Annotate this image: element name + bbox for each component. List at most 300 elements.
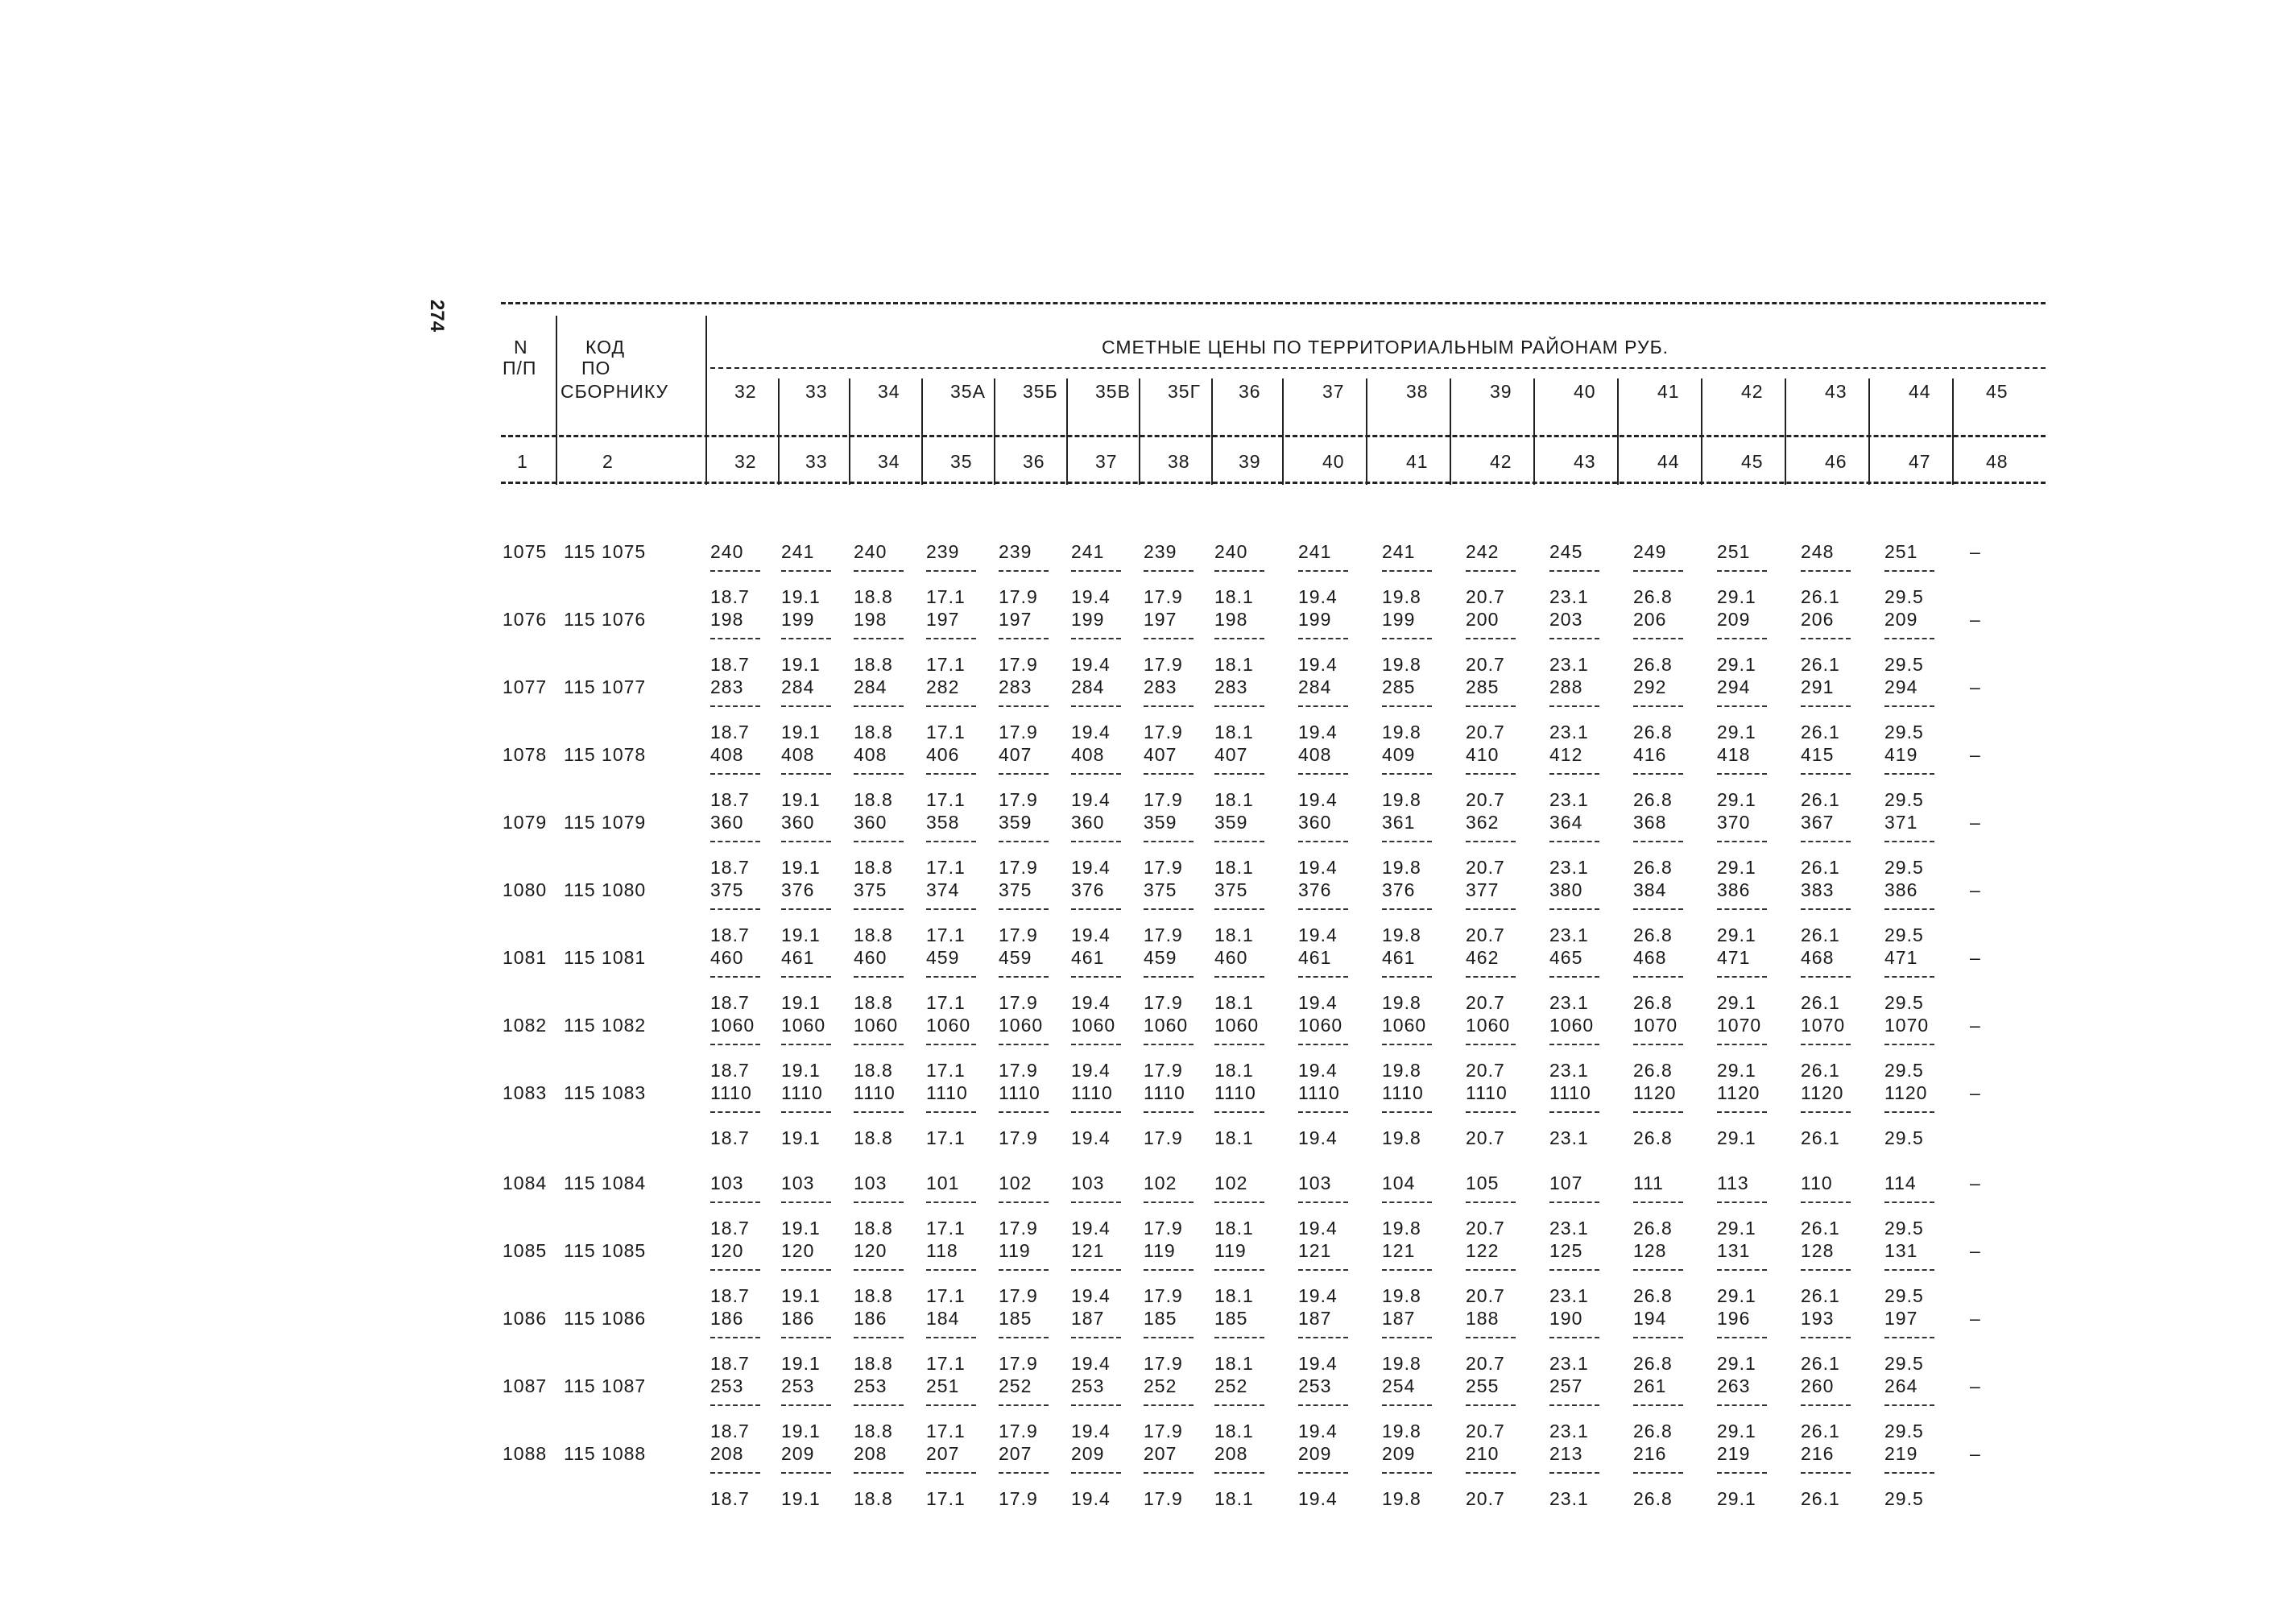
fraction-line	[710, 1337, 760, 1338]
fraction-line	[1071, 1269, 1121, 1271]
district-header-0: 32	[734, 381, 757, 402]
coefficient-cell: 19.4	[1298, 586, 1338, 607]
price-cell: 199	[781, 609, 815, 630]
coefficient-cell: 17.1	[926, 722, 966, 742]
fraction-line	[1144, 1201, 1194, 1203]
fraction-line	[710, 1201, 760, 1203]
price-cell: 460	[854, 947, 887, 968]
row-code: 115 1076	[564, 609, 647, 630]
coefficient-cell: 20.7	[1466, 992, 1505, 1013]
coefficient-cell: 19.4	[1071, 992, 1111, 1013]
coefficient-cell: 29.1	[1717, 1127, 1756, 1148]
coefficient-cell: 19.1	[781, 1421, 821, 1441]
coefficient-cell: 29.1	[1717, 1060, 1756, 1081]
fraction-line	[1214, 1404, 1264, 1406]
price-cell: 207	[1144, 1443, 1177, 1464]
coefficient-cell: 23.1	[1549, 1421, 1589, 1441]
coefficient-cell: 17.9	[999, 992, 1038, 1013]
fraction-line	[926, 773, 976, 775]
coefficient-cell: 23.1	[1549, 586, 1589, 607]
coefficient-cell: 17.1	[926, 1060, 966, 1081]
fraction-line	[1144, 705, 1194, 707]
fraction-line	[854, 841, 904, 842]
price-cell: 1060	[926, 1015, 971, 1036]
fraction-line	[1214, 570, 1264, 572]
price-cell: 283	[710, 676, 744, 697]
price-cell: 241	[1071, 541, 1105, 562]
coefficient-cell: 18.1	[1214, 789, 1254, 810]
fraction-line	[1801, 1404, 1851, 1406]
price-cell: 197	[1884, 1308, 1918, 1329]
fraction-line	[1549, 773, 1599, 775]
coefficient-cell: 19.4	[1071, 722, 1111, 742]
colnum-34: 34	[878, 451, 900, 472]
price-cell: 187	[1382, 1308, 1416, 1329]
row-number: 1083	[503, 1082, 548, 1103]
fraction-line	[1466, 705, 1516, 707]
row-code: 115 1075	[564, 541, 647, 562]
coefficient-cell: 19.4	[1298, 789, 1338, 810]
col-n-header-2: П/П	[503, 358, 537, 378]
price-cell: 254	[1382, 1375, 1416, 1396]
table-title: СМЕТНЫЕ ЦЕНЫ ПО ТЕРРИТОРИАЛЬНЫМ РАЙОНАМ РУБ.	[1102, 337, 1669, 358]
coefficient-cell: 18.7	[710, 1127, 750, 1148]
fraction-line	[1801, 638, 1851, 639]
column-48-cell: –	[1970, 676, 1981, 697]
price-cell: 294	[1884, 676, 1918, 697]
fraction-line	[999, 1472, 1049, 1474]
row-number: 1075	[503, 541, 548, 562]
coefficient-cell: 19.8	[1382, 1488, 1421, 1509]
fraction-line	[1214, 1472, 1264, 1474]
price-cell: 103	[1071, 1173, 1105, 1193]
coefficient-cell: 20.7	[1466, 1353, 1505, 1374]
fraction-line	[1801, 1472, 1851, 1474]
fraction-line	[1549, 1111, 1599, 1113]
district-rule	[710, 367, 2046, 369]
coefficient-cell: 19.4	[1071, 1353, 1111, 1374]
price-cell: 1060	[1144, 1015, 1189, 1036]
fraction-line	[1214, 841, 1264, 842]
coefficient-cell: 29.5	[1884, 586, 1924, 607]
column-48-cell: –	[1970, 1173, 1981, 1193]
fraction-line	[1633, 1337, 1683, 1338]
fraction-line	[1801, 1201, 1851, 1203]
coefficient-cell: 17.9	[1144, 1127, 1183, 1148]
fraction-line	[1884, 1111, 1934, 1113]
coefficient-cell: 18.8	[854, 1285, 893, 1306]
price-cell: 460	[710, 947, 744, 968]
price-cell: 216	[1801, 1443, 1835, 1464]
coefficient-cell: 18.1	[1214, 654, 1254, 675]
price-cell: 359	[1144, 812, 1177, 833]
price-cell: 208	[1214, 1443, 1248, 1464]
coefficient-cell: 18.7	[710, 1060, 750, 1081]
coefficient-cell: 17.1	[926, 1218, 966, 1239]
price-cell: 103	[710, 1173, 744, 1193]
price-cell: 285	[1466, 676, 1500, 697]
fraction-line	[1144, 1044, 1194, 1045]
fraction-line	[1144, 976, 1194, 978]
fraction-line	[1298, 841, 1348, 842]
fraction-line	[1071, 638, 1121, 639]
district-divider	[1450, 378, 1451, 485]
price-cell: 113	[1717, 1173, 1749, 1193]
coefficient-cell: 26.1	[1801, 722, 1840, 742]
price-cell: 252	[1214, 1375, 1248, 1396]
fraction-line	[854, 705, 904, 707]
fraction-line	[1144, 570, 1194, 572]
price-cell: 1110	[1466, 1082, 1508, 1103]
price-cell: 216	[1633, 1443, 1667, 1464]
fraction-line	[1071, 908, 1121, 910]
coefficient-cell: 20.7	[1466, 1421, 1505, 1441]
coefficient-cell: 17.1	[926, 1285, 966, 1306]
coefficient-cell: 20.7	[1466, 654, 1505, 675]
price-cell: 408	[710, 744, 744, 765]
coefficient-cell: 19.1	[781, 992, 821, 1013]
fraction-line	[926, 1269, 976, 1271]
fraction-line	[926, 1111, 976, 1113]
col-divider-1	[556, 316, 557, 485]
fraction-line	[1801, 908, 1851, 910]
coefficient-cell: 19.1	[781, 789, 821, 810]
fraction-line	[1071, 570, 1121, 572]
fraction-line	[926, 1472, 976, 1474]
price-cell: 241	[781, 541, 815, 562]
price-cell: 468	[1801, 947, 1835, 968]
price-cell: 260	[1801, 1375, 1835, 1396]
coefficient-cell: 17.9	[999, 924, 1038, 945]
district-divider	[1533, 378, 1535, 485]
coefficient-cell: 17.9	[1144, 586, 1183, 607]
fraction-line	[781, 1111, 831, 1113]
price-cell: 362	[1466, 812, 1500, 833]
coefficient-cell: 18.8	[854, 857, 893, 878]
colnum-32: 32	[734, 451, 757, 472]
coefficient-cell: 19.4	[1071, 1127, 1111, 1148]
fraction-line	[926, 1337, 976, 1338]
price-cell: 284	[854, 676, 887, 697]
coefficient-cell: 18.1	[1214, 1127, 1254, 1148]
fraction-line	[1298, 705, 1348, 707]
fraction-line	[1549, 1044, 1599, 1045]
fraction-line	[710, 773, 760, 775]
coefficient-cell: 19.4	[1071, 789, 1111, 810]
fraction-line	[1071, 1044, 1121, 1045]
price-cell: 207	[999, 1443, 1032, 1464]
price-cell: 186	[781, 1308, 815, 1329]
price-cell: 461	[1071, 947, 1105, 968]
fraction-line	[1382, 841, 1432, 842]
price-cell: 257	[1549, 1375, 1583, 1396]
column-48-cell: –	[1970, 1375, 1981, 1396]
price-cell: 121	[1298, 1240, 1332, 1261]
price-cell: 101	[926, 1173, 960, 1193]
coefficient-cell: 19.8	[1382, 1285, 1421, 1306]
price-cell: 197	[999, 609, 1032, 630]
fraction-line	[1298, 1404, 1348, 1406]
price-cell: 1070	[1801, 1015, 1846, 1036]
fraction-line	[710, 638, 760, 639]
district-divider	[1366, 378, 1367, 485]
col-code-header-2: ПО	[581, 358, 611, 378]
coefficient-cell: 19.8	[1382, 924, 1421, 945]
colnum-35: 35	[950, 451, 973, 472]
coefficient-cell: 19.1	[781, 586, 821, 607]
fraction-line	[781, 1337, 831, 1338]
coefficient-cell: 17.9	[1144, 1218, 1183, 1239]
fraction-line	[1144, 841, 1194, 842]
coefficient-cell: 17.1	[926, 586, 966, 607]
fraction-line	[1382, 1337, 1432, 1338]
coefficient-cell: 19.1	[781, 722, 821, 742]
district-header-9: 38	[1406, 381, 1429, 402]
fraction-line	[1071, 1337, 1121, 1338]
fraction-line	[1717, 1337, 1767, 1338]
fraction-line	[926, 976, 976, 978]
price-cell: 459	[1144, 947, 1177, 968]
colnum-46: 46	[1825, 451, 1847, 472]
fraction-line	[1549, 1337, 1599, 1338]
coefficient-cell: 29.5	[1884, 722, 1924, 742]
coefficient-cell: 19.1	[781, 924, 821, 945]
fraction-line	[1214, 773, 1264, 775]
price-cell: 1060	[1382, 1015, 1427, 1036]
fraction-line	[1717, 1201, 1767, 1203]
price-cell: 197	[926, 609, 960, 630]
coefficient-cell: 29.5	[1884, 654, 1924, 675]
price-cell: 120	[781, 1240, 815, 1261]
coefficient-cell: 18.1	[1214, 992, 1254, 1013]
price-cell: 1060	[854, 1015, 899, 1036]
fraction-line	[1549, 705, 1599, 707]
coefficient-cell: 18.7	[710, 722, 750, 742]
price-cell: 193	[1801, 1308, 1835, 1329]
price-cell: 187	[1071, 1308, 1105, 1329]
fraction-line	[1466, 773, 1516, 775]
coefficient-cell: 26.1	[1801, 992, 1840, 1013]
fraction-line	[1144, 1269, 1194, 1271]
coefficient-cell: 26.8	[1633, 789, 1673, 810]
fraction-line	[1549, 976, 1599, 978]
coefficient-cell: 17.9	[999, 1060, 1038, 1081]
fraction-line	[1549, 638, 1599, 639]
fraction-line	[1633, 1044, 1683, 1045]
price-cell: 102	[999, 1173, 1032, 1193]
coefficient-cell: 20.7	[1466, 1218, 1505, 1239]
coefficient-cell: 18.8	[854, 1353, 893, 1374]
price-cell: 386	[1717, 879, 1751, 900]
coefficient-cell: 29.1	[1717, 924, 1756, 945]
coefficient-cell: 19.8	[1382, 1218, 1421, 1239]
fraction-line	[926, 1201, 976, 1203]
price-cell: 253	[1298, 1375, 1332, 1396]
price-cell: 209	[1884, 609, 1918, 630]
fraction-line	[926, 1404, 976, 1406]
price-cell: 1060	[710, 1015, 755, 1036]
coefficient-cell: 29.5	[1884, 1421, 1924, 1441]
coefficient-cell: 17.1	[926, 789, 966, 810]
fraction-line	[1071, 1404, 1121, 1406]
coefficient-cell: 18.1	[1214, 924, 1254, 945]
coefficient-cell: 23.1	[1549, 992, 1589, 1013]
district-header-15: 44	[1909, 381, 1931, 402]
coefficient-cell: 19.4	[1071, 586, 1111, 607]
coefficient-cell: 19.8	[1382, 586, 1421, 607]
price-cell: 185	[999, 1308, 1032, 1329]
coefficient-cell: 17.1	[926, 924, 966, 945]
fraction-line	[1382, 638, 1432, 639]
price-cell: 291	[1801, 676, 1835, 697]
price-cell: 360	[710, 812, 744, 833]
coefficient-cell: 26.8	[1633, 1488, 1673, 1509]
coefficient-cell: 29.5	[1884, 924, 1924, 945]
price-cell: 1060	[781, 1015, 826, 1036]
district-header-12: 41	[1657, 381, 1680, 402]
fraction-line	[1717, 1044, 1767, 1045]
price-cell: 198	[1214, 609, 1248, 630]
fraction-line	[1071, 1201, 1121, 1203]
price-cell: 370	[1717, 812, 1751, 833]
district-divider	[1211, 378, 1213, 485]
price-cell: 131	[1884, 1240, 1918, 1261]
row-code: 115 1078	[564, 744, 647, 765]
colnum-45: 45	[1741, 451, 1764, 472]
price-cell: 375	[1144, 879, 1177, 900]
row-number: 1086	[503, 1308, 548, 1329]
coefficient-cell: 19.4	[1298, 1060, 1338, 1081]
coefficient-cell: 18.8	[854, 1218, 893, 1239]
fraction-line	[1717, 705, 1767, 707]
coefficient-cell: 26.1	[1801, 1127, 1840, 1148]
price-cell: 361	[1382, 812, 1416, 833]
fraction-line	[1382, 1404, 1432, 1406]
fraction-line	[1071, 705, 1121, 707]
price-cell: 460	[1214, 947, 1248, 968]
coefficient-cell: 18.1	[1214, 1060, 1254, 1081]
col-n-header: N	[514, 337, 528, 358]
fraction-line	[854, 1044, 904, 1045]
row-number: 1078	[503, 744, 548, 765]
fraction-line	[781, 1404, 831, 1406]
coefficient-cell: 23.1	[1549, 1127, 1589, 1148]
fraction-line	[1549, 1269, 1599, 1271]
fraction-line	[1144, 908, 1194, 910]
price-cell: 253	[781, 1375, 815, 1396]
coefficient-cell: 19.4	[1298, 857, 1338, 878]
fraction-line	[1214, 705, 1264, 707]
coefficient-cell: 19.4	[1298, 992, 1338, 1013]
fraction-line	[999, 976, 1049, 978]
coefficient-cell: 19.4	[1298, 1127, 1338, 1148]
price-cell: 465	[1549, 947, 1583, 968]
fraction-line	[999, 638, 1049, 639]
price-cell: 1110	[999, 1082, 1040, 1103]
row-number: 1087	[503, 1375, 548, 1396]
price-cell: 240	[710, 541, 744, 562]
price-cell: 377	[1466, 879, 1500, 900]
price-cell: 410	[1466, 744, 1500, 765]
fraction-line	[1717, 1472, 1767, 1474]
price-cell: 245	[1549, 541, 1583, 562]
fraction-line	[999, 908, 1049, 910]
coefficient-cell: 19.8	[1382, 1353, 1421, 1374]
coefficient-cell: 26.1	[1801, 654, 1840, 675]
price-cell: 1060	[1071, 1015, 1116, 1036]
price-cell: 380	[1549, 879, 1583, 900]
fraction-line	[781, 908, 831, 910]
coefficient-cell: 19.4	[1298, 654, 1338, 675]
price-cell: 251	[1717, 541, 1751, 562]
fraction-line	[1633, 908, 1683, 910]
district-divider	[849, 378, 850, 485]
price-cell: 199	[1071, 609, 1105, 630]
coefficient-cell: 19.4	[1298, 1285, 1338, 1306]
coefficient-cell: 29.5	[1884, 1353, 1924, 1374]
fraction-line	[854, 570, 904, 572]
price-cell: 471	[1884, 947, 1918, 968]
row-number: 1076	[503, 609, 548, 630]
fraction-line	[1633, 1472, 1683, 1474]
fraction-line	[1717, 908, 1767, 910]
coefficient-cell: 18.7	[710, 1421, 750, 1441]
coefficient-cell: 17.9	[1144, 1421, 1183, 1441]
fraction-line	[1633, 638, 1683, 639]
district-divider	[1785, 378, 1786, 485]
fraction-line	[1144, 1111, 1194, 1113]
price-cell: 121	[1382, 1240, 1416, 1261]
coefficient-cell: 29.1	[1717, 992, 1756, 1013]
fraction-line	[1144, 1337, 1194, 1338]
coefficient-cell: 29.1	[1717, 1488, 1756, 1509]
fraction-line	[1549, 841, 1599, 842]
price-cell: 1110	[1298, 1082, 1340, 1103]
fraction-line	[999, 705, 1049, 707]
district-divider	[1868, 378, 1870, 485]
price-cell: 190	[1549, 1308, 1583, 1329]
fraction-line	[854, 1111, 904, 1113]
price-cell: 376	[1298, 879, 1332, 900]
coefficient-cell: 26.1	[1801, 1218, 1840, 1239]
coefficient-cell: 29.1	[1717, 1421, 1756, 1441]
fraction-line	[1549, 1201, 1599, 1203]
coefficient-cell: 19.4	[1071, 1488, 1111, 1509]
coefficient-cell: 29.1	[1717, 722, 1756, 742]
coefficient-cell: 26.1	[1801, 1488, 1840, 1509]
price-cell: 360	[854, 812, 887, 833]
fraction-line	[1884, 1044, 1934, 1045]
coefficient-cell: 18.8	[854, 789, 893, 810]
coefficient-cell: 17.1	[926, 1127, 966, 1148]
price-cell: 206	[1801, 609, 1835, 630]
header-top-rule	[501, 302, 2046, 304]
fraction-line	[710, 1472, 760, 1474]
fraction-line	[1071, 773, 1121, 775]
coefficient-cell: 19.8	[1382, 789, 1421, 810]
coefficient-cell: 17.9	[999, 857, 1038, 878]
fraction-line	[854, 1337, 904, 1338]
price-cell: 209	[1071, 1443, 1105, 1464]
fraction-line	[1466, 1337, 1516, 1338]
fraction-line	[710, 705, 760, 707]
coefficient-cell: 17.9	[999, 1218, 1038, 1239]
district-header-8: 37	[1322, 381, 1345, 402]
coefficient-cell: 17.1	[926, 654, 966, 675]
price-cell: 283	[1214, 676, 1248, 697]
coefficient-cell: 19.4	[1071, 1218, 1111, 1239]
fraction-line	[1717, 976, 1767, 978]
